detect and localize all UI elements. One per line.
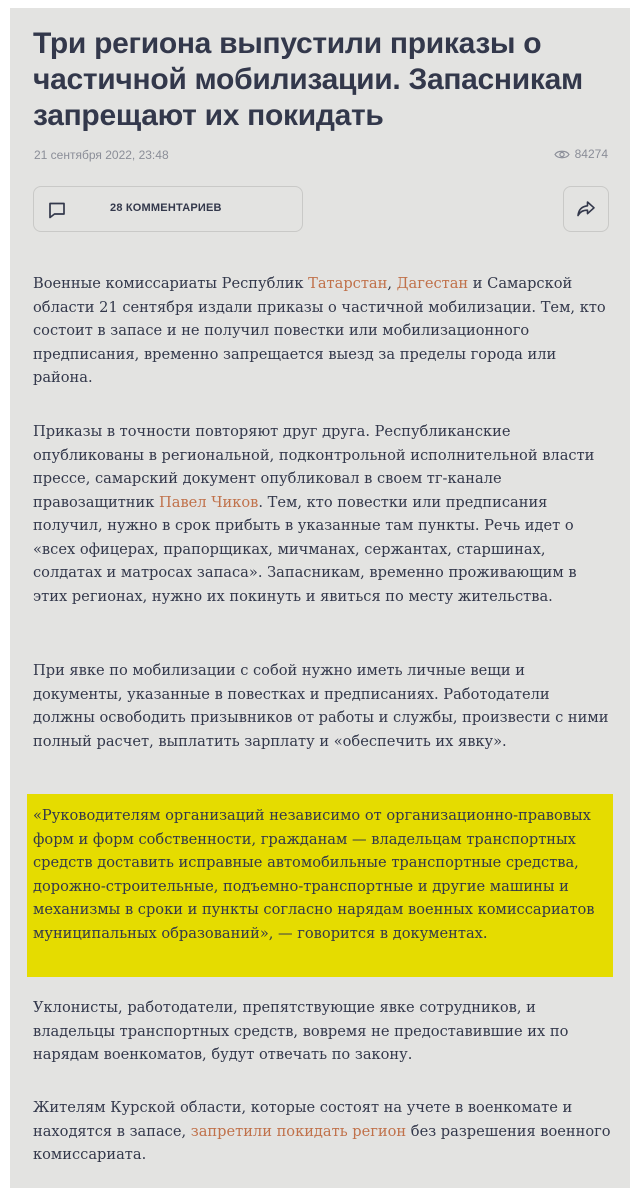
paragraph-6-text-b: без разрешения военного комиссариата. xyxy=(33,1122,611,1163)
comments-count-label: 28 КОММЕНТАРИЕВ xyxy=(110,202,222,214)
highlighted-quote xyxy=(27,794,613,977)
article-container xyxy=(10,8,630,1188)
paragraph-5: Уклонисты, работодатели, препятствующие явке сотрудников, и владельцы транспортных средств, вовремя не предоставившие их по нарядам военкоматов, будут отвечать по закону. xyxy=(33,999,569,1063)
paragraph-1 xyxy=(33,272,613,390)
link-kursk-ban[interactable]: запретили покидать регион xyxy=(190,1122,407,1140)
paragraph-6-text-a: Жителям Курской области, которые состоят на учете в военкомате и находятся в запасе, xyxy=(33,1099,573,1140)
eye-icon xyxy=(554,149,570,160)
paragraph-1-text-c: и Самарской области 21 сентября издали приказы о частичной мобилизации. Тем, кто состоит в запасе и не получил повестки или мобилизационного предписания, временно запрещается выезд за пределы города или района. xyxy=(33,275,606,386)
comment-icon xyxy=(47,200,67,220)
link-tatarstan[interactable]: Татарстан xyxy=(308,275,388,292)
paragraph-2-text-a: Приказы в точности повторяют друг друга. Республиканские опубликованы в региональной, подконтрольной исполнительной власти прессе, самарский документ опубликовал в своем тг-канале правозащитник xyxy=(33,423,595,511)
link-dagestan[interactable]: Дагестан xyxy=(396,275,469,292)
view-count: 84274 xyxy=(574,147,608,161)
paragraph-3: При явке по мобилизации с собой нужно иметь личные вещи и документы, указанные в повестках и предписаниях. Работодатели должны освободить призывников от работы и службы, произвести с ними полный расчет, выплатить зарплату и «обеспечить их явку». xyxy=(33,662,609,750)
paragraph-2 xyxy=(33,420,613,608)
paragraph-1-text-a: Военные комиссариаты Республик xyxy=(33,275,309,292)
paragraph-2-text-b: . Тем, кто повестки или предписания получил, нужно в срок прибыть в указанные там пункты. Речь идет о «всех офицерах, прапорщиках, мичманах, сержантах, старшинах, солдатах и матросах запаса». Запасникам, временно проживающим в этих регионах, нужно их покинуть и явиться по месту жительства. xyxy=(33,493,577,605)
link-pavel-chikov[interactable]: Павел Чиков xyxy=(159,493,259,511)
share-button[interactable] xyxy=(563,186,609,232)
view-counter xyxy=(554,147,608,161)
article-headline: Три региона выпустили приказы о частичной мобилизации. Запасникам запрещают их покидать xyxy=(33,27,583,132)
paragraph-1-text-b: , xyxy=(387,275,397,292)
share-icon xyxy=(576,200,596,218)
comments-button[interactable] xyxy=(33,186,303,232)
paragraph-4-quote: «Руководителям организаций независимо от организационно-правовых форм и форм собственности, гражданам — владельцам транспортных средств доставить исправные автомобильные транспортные средства, дорожно-строительные, подъемно-транспортные и другие машины и механизмы в сроки и пункты согласно нарядам военных комиссариатов муниципальных образований», — говорится в документах. xyxy=(33,807,595,942)
paragraph-6 xyxy=(33,1096,613,1167)
publish-date: 21 сентября 2022, 23:48 xyxy=(34,148,169,162)
